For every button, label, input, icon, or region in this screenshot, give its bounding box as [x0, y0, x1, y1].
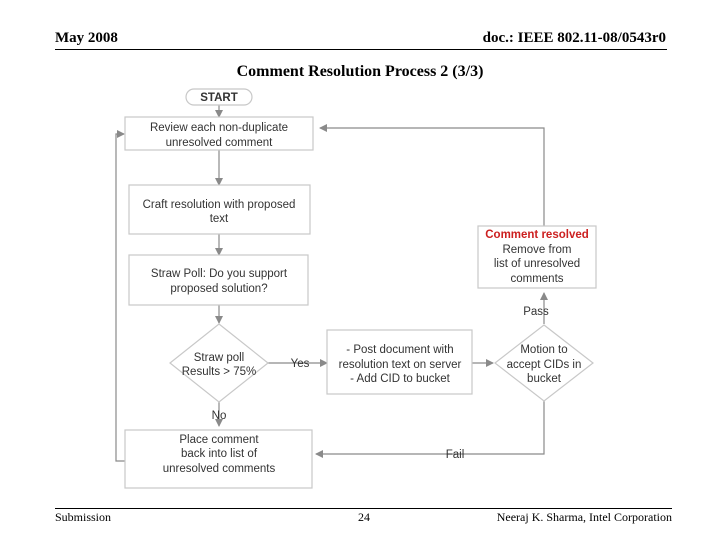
craft-line-1: Craft resolution with proposed: [142, 199, 296, 211]
post-line-1: - Post document with: [346, 344, 454, 356]
straw-poll-line-2: proposed solution?: [170, 283, 268, 295]
yes-label: Yes: [290, 358, 310, 370]
decision-line-2: Results > 75%: [181, 366, 257, 378]
header-doc-id: doc.: IEEE 802.11-08/0543r0: [482, 30, 666, 46]
page-number: 24: [358, 510, 370, 524]
straw-poll-box: [129, 255, 308, 305]
arrow-place-to-review: [116, 134, 125, 461]
no-label: No: [211, 410, 227, 422]
place-line-3: unresolved comments: [162, 463, 276, 475]
motion-line-2: accept CIDs in: [506, 359, 582, 371]
craft-line-2: text: [209, 213, 229, 225]
resolved-line-3: comments: [510, 273, 564, 285]
review-line-2: unresolved comment: [165, 137, 273, 149]
slide-title: Comment Resolution Process 2 (3/3): [236, 63, 484, 80]
pass-label: Pass: [523, 306, 549, 318]
resolved-line-2: list of unresolved: [493, 258, 581, 270]
arrow-motion-to-place: [316, 401, 544, 454]
place-line-2: back into list of: [180, 448, 258, 460]
resolved-line-1: Remove from: [502, 244, 572, 256]
place-line-1: Place comment: [179, 434, 259, 446]
review-line-1: Review each non-duplicate: [149, 122, 289, 134]
start-label: START: [200, 92, 238, 104]
header-date: May 2008: [55, 30, 118, 46]
post-line-3: - Add CID to bucket: [350, 373, 450, 385]
motion-line-1: Motion to: [520, 344, 568, 356]
arrow-resolved-to-review: [320, 128, 544, 226]
footer-submission: Submission: [55, 510, 112, 524]
fail-label: Fail: [445, 449, 465, 461]
motion-line-3: bucket: [527, 373, 561, 385]
footer-rule: [55, 508, 672, 509]
footer-author: Neeraj K. Sharma, Intel Corporation: [496, 510, 672, 524]
decision-line-1: Straw poll: [193, 352, 245, 364]
post-line-2: resolution text on server: [338, 359, 462, 371]
comment-resolved-title: Comment resolved: [485, 229, 589, 241]
straw-poll-line-1: Straw Poll: Do you support: [150, 268, 288, 280]
